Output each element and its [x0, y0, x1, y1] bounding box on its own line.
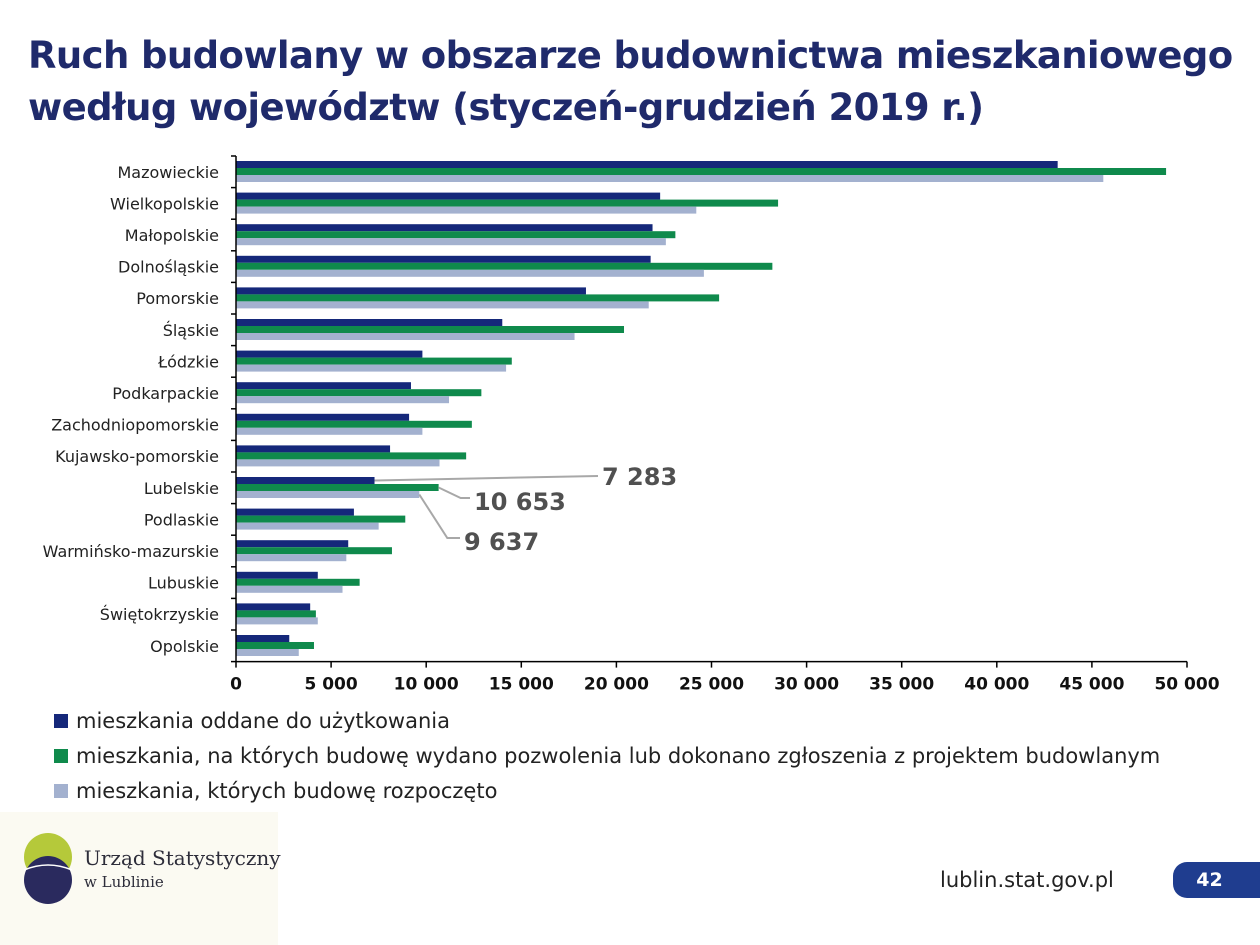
- statistics-office-logo-icon: [22, 830, 74, 906]
- category-label: Łódzkie: [158, 352, 219, 372]
- legend-label-completed: mieszkania oddane do użytkowania: [76, 708, 450, 733]
- bar-3-11: [236, 523, 379, 530]
- x-tick-label: 35 000: [869, 674, 935, 695]
- page-number-badge: 42: [1173, 862, 1260, 898]
- x-tick-label: 15 000: [488, 674, 554, 695]
- annotation-label: 10 653: [474, 488, 566, 516]
- bar-2-6: [236, 358, 512, 365]
- bar-2-2: [236, 231, 675, 238]
- bar-2-7: [236, 389, 481, 396]
- bar-1-3: [236, 256, 651, 263]
- title-line-1: Ruch budowlany w obszarze budownictwa mieszkaniowego: [28, 34, 1233, 77]
- category-label: Wielkopolskie: [110, 194, 219, 214]
- annotation-leader: [419, 495, 460, 539]
- legend-label-started: mieszkania, których budowę rozpoczęto: [76, 778, 498, 803]
- bar-3-3: [236, 270, 704, 277]
- bar-1-4: [236, 287, 586, 294]
- category-label: Mazowieckie: [117, 162, 219, 182]
- legend-label-permits: mieszkania, na których budowę wydano pozwolenia lub dokonano zgłoszenia z projektem budowlanym: [76, 743, 1161, 768]
- category-label: Podkarpackie: [112, 384, 219, 403]
- annotation-leader: [375, 476, 598, 481]
- category-label: Lubuskie: [148, 573, 219, 593]
- category-label: Świętokrzyskie: [99, 605, 219, 625]
- category-label: Małopolskie: [124, 226, 219, 245]
- bar-3-10: [236, 491, 419, 498]
- category-label: Dolnośląskie: [118, 257, 219, 277]
- x-tick-label: 40 000: [964, 674, 1030, 695]
- bar-1-12: [236, 540, 348, 547]
- bar-2-0: [236, 168, 1166, 175]
- bar-1-8: [236, 414, 409, 421]
- annotation-leader: [439, 488, 470, 499]
- category-label: Pomorskie: [136, 289, 219, 309]
- bar-3-15: [236, 649, 299, 656]
- bar-3-5: [236, 333, 575, 340]
- bar-2-11: [236, 516, 405, 523]
- website-link[interactable]: lublin.stat.gov.pl: [940, 868, 1114, 892]
- bar-2-15: [236, 642, 314, 649]
- x-tick-label: 0: [230, 674, 242, 695]
- bar-3-7: [236, 396, 449, 403]
- bar-1-1: [236, 193, 660, 200]
- bar-2-14: [236, 610, 316, 617]
- bar-1-14: [236, 603, 310, 610]
- bar-1-10: [236, 477, 375, 484]
- annotation-label: 7 283: [602, 463, 678, 491]
- bar-3-6: [236, 365, 506, 372]
- bar-1-5: [236, 319, 502, 326]
- bar-1-13: [236, 572, 318, 579]
- bar-2-12: [236, 547, 392, 554]
- bar-1-2: [236, 224, 653, 231]
- chart-legend: [54, 703, 1160, 808]
- legend-item-completed: [54, 703, 1160, 738]
- bar-1-7: [236, 382, 411, 389]
- bar-3-4: [236, 301, 649, 308]
- x-tick-label: 5 000: [304, 674, 358, 695]
- bar-1-11: [236, 509, 354, 516]
- bar-2-1: [236, 200, 778, 207]
- bar-3-12: [236, 554, 346, 561]
- x-tick-label: 20 000: [583, 674, 649, 695]
- bar-2-13: [236, 579, 360, 586]
- bar-2-3: [236, 263, 772, 270]
- x-tick-label: 50 000: [1154, 674, 1220, 695]
- x-tick-label: 45 000: [1059, 674, 1125, 695]
- legend-item-started: [54, 773, 1160, 808]
- bar-3-13: [236, 586, 343, 593]
- organization-subtitle: w Lublinie: [84, 873, 164, 891]
- legend-swatch-permits: [54, 749, 68, 763]
- bar-3-9: [236, 459, 440, 466]
- legend-item-permits: [54, 738, 1160, 773]
- bar-2-4: [236, 294, 719, 301]
- legend-swatch-completed: [54, 714, 68, 728]
- category-label: Podlaskie: [143, 510, 219, 530]
- bar-2-9: [236, 452, 466, 459]
- bar-2-8: [236, 421, 472, 428]
- x-tick-label: 30 000: [774, 674, 840, 695]
- category-label: Lubelskie: [143, 478, 219, 498]
- bar-3-1: [236, 207, 696, 214]
- category-label: Zachodniopomorskie: [51, 415, 219, 435]
- category-label: Opolskie: [150, 636, 219, 656]
- bar-2-10: [236, 484, 439, 491]
- x-tick-label: 25 000: [678, 674, 745, 695]
- category-label: Warmińsko-mazurskie: [42, 542, 219, 561]
- bar-1-15: [236, 635, 289, 642]
- annotation-label: 9 637: [464, 528, 540, 556]
- category-label: Kujawsko-pomorskie: [55, 447, 219, 467]
- bar-2-5: [236, 326, 624, 333]
- organization-name: Urząd Statystyczny: [84, 846, 281, 870]
- bar-1-6: [236, 351, 422, 358]
- bar-3-0: [236, 175, 1103, 182]
- bar-1-9: [236, 445, 390, 452]
- x-tick-label: 10 000: [393, 674, 459, 695]
- title-line-2: według województw (styczeń-grudzień 2019 r.): [28, 86, 984, 129]
- bar-3-8: [236, 428, 422, 435]
- legend-swatch-started: [54, 784, 68, 798]
- category-label: Śląskie: [162, 320, 219, 340]
- bar-3-14: [236, 617, 318, 624]
- bar-3-2: [236, 238, 666, 245]
- bar-1-0: [236, 161, 1058, 168]
